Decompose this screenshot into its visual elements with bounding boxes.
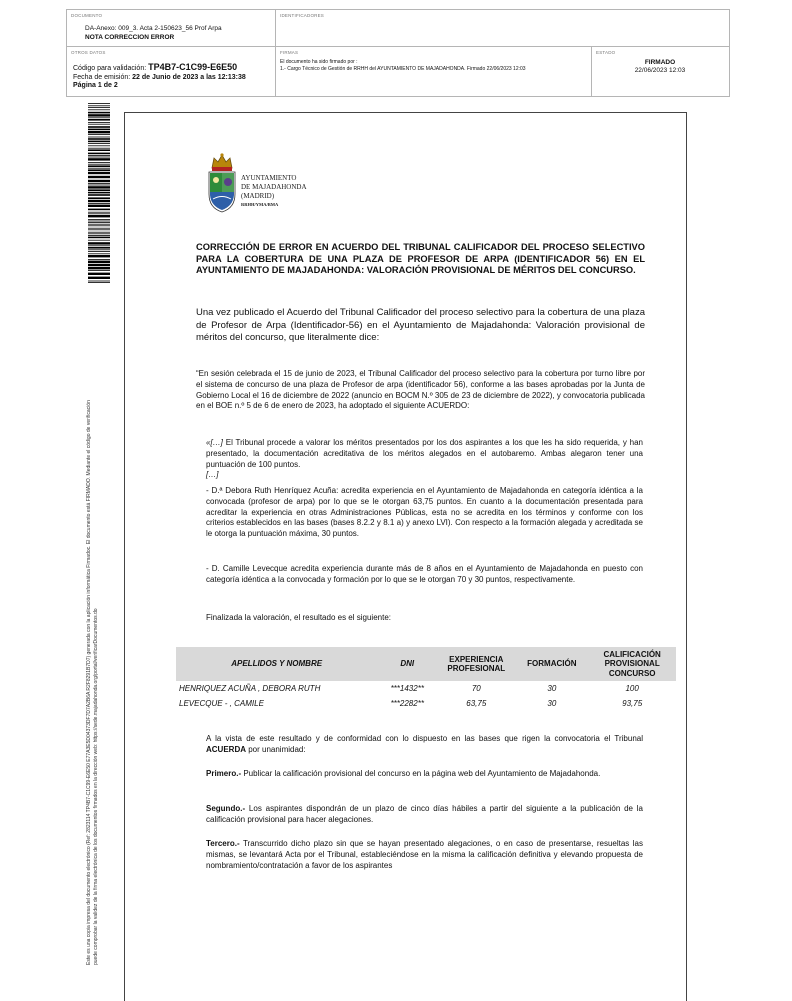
coat-of-arms-icon [206, 152, 238, 214]
closing-text-c: por unanimidad: [246, 744, 306, 754]
cell-experience: 63,75 [466, 699, 487, 708]
barcode-bar [88, 222, 110, 223]
barcode-bar [88, 233, 110, 234]
barcode-bar [88, 134, 110, 135]
barcode-bar [88, 145, 110, 146]
barcode-bar [88, 129, 110, 131]
logo-line2: DE MAJADAHONDA [241, 183, 307, 191]
intro-paragraph: Una vez publicado el Acuerdo del Tribunal Calificador del proceso selectivo para la cobertura de una plaza de Profesor de Arpa (Identificador-56) en el Ayuntamiento de Majadahonda: Valoración provisional de méritos del concurso, que literalmente dice: [196, 307, 645, 343]
barcode-bar [88, 122, 110, 123]
barcode-bar [88, 149, 110, 151]
document-title: CORRECCIÓN DE ERROR EN ACUERDO DEL TRIBUNAL CALIFICADOR DEL PROCESO SELECTIVO PARA LA COBERTURA DE UNA PLAZA DE PROFESOR DE ARPA (IDENTIFICADOR 56) EN EL AYUNTAMIENTO DE MAJADAHONDA: VALORACIÓN PROVISIONAL DE MÉRITOS DEL CONCURSO. [196, 242, 645, 275]
cell-training: 30 [547, 699, 557, 708]
results-table [176, 647, 676, 711]
table-header-row [176, 647, 676, 681]
barcode-bar [88, 165, 110, 167]
barcode-bar [88, 185, 110, 186]
cell-dni: ***2282** [390, 699, 424, 708]
quote-open-mark: «[…] [206, 438, 223, 447]
issue-date: 22 de Junio de 2023 a las 12:13:38 [132, 73, 246, 81]
cell-score: 100 [625, 684, 639, 693]
barcode-bar [88, 212, 110, 213]
tercero-label: Tercero.- [206, 839, 240, 848]
side-text-line1: Este es una copia impresa del documento electrónico (Ref: 2823114 TP4B7-C1C99-E6E50 E77A3E5D04373DF7D7A2B6A R2F8291B7D7) generada con la aplicación informática Firmadoc. El documento está FIRMADO. Mediante el código de verificación [86, 400, 92, 965]
ellipsis-mark: […] [206, 470, 219, 480]
barcode-bar [88, 105, 110, 106]
col-header-training: FORMACIÓN [515, 647, 588, 681]
barcode-bar [88, 112, 110, 114]
estado-text [592, 59, 728, 75]
municipality-name [241, 174, 307, 208]
barcode-bar [88, 203, 110, 204]
segundo-paragraph [206, 804, 643, 826]
barcode-bar [88, 232, 110, 233]
barcode-bar [88, 107, 110, 108]
body-paragraph-4: Finalizada la valoración, el resultado es el siguiente: [206, 613, 391, 622]
firmas-line2: 1.- Cargo Técnico de Gestión de RRHH del AYUNTAMIENTO DE MAJADAHONDA. Firmado 22/06/2023 12:03 [280, 66, 526, 72]
page-count: Página 1 de 2 [73, 82, 118, 89]
barcode-bar [88, 242, 110, 244]
segundo-label: Segundo.- [206, 804, 246, 813]
department-ref: RRHH/YMA/BMA [241, 202, 279, 207]
barcode-bar [88, 131, 110, 133]
barcode-bar [88, 247, 110, 249]
barcode-bar [88, 155, 110, 156]
barcode-bar [88, 209, 110, 211]
firmas-text [280, 59, 526, 73]
cell-name: LEVECQUE - , CAMILE [179, 699, 264, 708]
barcode-bar [88, 153, 110, 155]
col-header-score: CALIFICACIÓN PROVISIONAL CONCURSO [588, 647, 676, 681]
body-paragraph-2: - D.ª Debora Ruth Henríquez Acuña: acredita experiencia en el Ayuntamiento de Majadahonda en categoría idéntica a la convocada (profesor de arpa) por lo que se le otorgan 63,75 puntos. En cuanto a la documentación presentada para acreditar la experiencia en otras Administraciones Públicas, esta no se acredita en los términos y conforme con los criterios establecidos en las bases (bases 8.2.2 y 8.1 a) y anexo LVI). Con respecto a la formación alegada y acreditada se le otorga la puntuación máxima, 30 puntos. [206, 486, 643, 539]
barcode-bar [88, 164, 110, 165]
closing-text-a: A la vista de este resultado y de conformidad con lo dispuesto en las bases que rigen la convocatoria el Tribunal [206, 734, 643, 743]
barcode-bar [88, 148, 110, 149]
barcode-bar [88, 143, 110, 144]
barcode-bar [88, 261, 110, 263]
cell-dni: ***1432** [390, 684, 424, 693]
logo-line1: AYUNTAMIENTO [241, 174, 297, 182]
estado-date: 22/06/2023 12:03 [634, 67, 686, 74]
otros-datos [73, 63, 246, 91]
barcode-bar [88, 251, 110, 252]
barcode-bar [88, 235, 110, 236]
estado-value: FIRMADO [644, 59, 676, 66]
barcode-bar [88, 192, 110, 194]
barcode-bar [88, 219, 110, 220]
validation-code[interactable]: TP4B7-C1C99-E6E50 [148, 62, 238, 72]
firmas-label: FIRMAS [280, 50, 299, 55]
verification-side-text [86, 265, 100, 965]
firmas-line1: El documento ha sido firmado por : [280, 59, 358, 65]
barcode-bar [88, 253, 110, 254]
primero-paragraph [206, 769, 643, 780]
col-header-dni: DNI [377, 647, 437, 681]
identificadores-cell [276, 10, 729, 47]
barcode-bar [88, 172, 110, 174]
table-row [176, 681, 676, 696]
tercero-paragraph [206, 839, 643, 871]
primero-text: Publicar la calificación provisional del concurso en la página web del Ayuntamiento de Majadahonda. [241, 769, 601, 778]
closing-acuerda: ACUERDA [206, 744, 246, 754]
barcode-image [88, 103, 110, 283]
table-row [176, 696, 676, 711]
barcode-bar [88, 176, 110, 178]
documento-cell [67, 10, 276, 47]
barcode-bar [88, 259, 110, 260]
col-header-experience: EXPERIENCIA PROFESIONAL [437, 647, 515, 681]
cell-score: 93,75 [622, 699, 643, 708]
barcode-bar [88, 229, 110, 230]
barcode-bar [88, 221, 110, 222]
estado-label: ESTADO [596, 50, 616, 55]
barcode-bar [88, 138, 110, 140]
barcode-bar [88, 197, 110, 199]
barcode-bar [88, 249, 110, 250]
barcode-bar [88, 126, 110, 128]
closing-paragraph [206, 734, 643, 756]
barcode-bar [88, 213, 110, 214]
cell-experience: 70 [471, 684, 481, 693]
body-paragraph-3: - D. Camille Levecque acredita experiencia durante más de 8 años en el Ayuntamiento de Majadahonda en puesto con categoría idéntica a la convocada y formación por lo que se le otorgan 70 y 30 puntos, respectivamente. [206, 564, 643, 584]
codigo-prefix: Código para validación: [73, 65, 149, 72]
barcode-bar [88, 224, 110, 225]
logo-line3: (MADRID) [241, 192, 275, 200]
barcode-bar [88, 157, 110, 158]
barcode-bar [88, 137, 110, 138]
barcode-bar [88, 117, 110, 118]
otros-label: OTROS DATOS [71, 50, 106, 55]
quote-paragraph: “En sesión celebrada el 15 de junio de 2023, el Tribunal Calificador del proceso selectivo para la cobertura por turno libre por el sistema de concurso de una plaza de Profesor de arpa (identificador 56), conforme a las bases aprobadas por la Junta de Gobierno Local el 16 de diciembre de 2022 (anuncio en BOCM N.º 305 de 23 de diciembre de 2022), y convocatoria publicada en el BOE n.º 5 de 6 de enero de 2023, ha adoptado el siguiente ACUERDO: [196, 369, 645, 411]
col-header-name: APELLIDOS Y NOMBRE [176, 647, 377, 681]
barcode-bar [88, 168, 110, 169]
identificadores-label: IDENTIFICADORES [280, 13, 325, 18]
barcode-bar [88, 183, 110, 184]
body-p1-text: El Tribunal procede a valorar los méritos presentados por los dos aspirantes a los que les ha sido requerida, y han presentado, la documentación acreditativa de los méritos alegados en el autobaremo. Ambas alegaron tener una puntuación de 100 puntos. [206, 438, 643, 469]
primero-label: Primero.- [206, 769, 242, 778]
barcode-bar [88, 158, 110, 160]
barcode-bar [88, 194, 110, 196]
body-paragraph-1 [206, 438, 643, 481]
barcode-bar [88, 237, 110, 239]
barcode-bar [88, 114, 110, 116]
barcode-bar [88, 180, 110, 182]
barcode-bar [88, 200, 110, 202]
barcode-bar [88, 109, 110, 110]
barcode-bar [88, 240, 110, 241]
cell-name: HENRIQUEZ ACUÑA , DEBORA RUTH [179, 684, 321, 693]
documento-line1: DA-Anexo: 009_3. Acta 2-150623_56 Prof Arpa [85, 25, 222, 32]
barcode-bar [88, 162, 110, 163]
cell-training: 30 [547, 684, 557, 693]
documento-text [85, 25, 222, 42]
side-text-line2: puede comprobar la validez de la firma electrónica de los documentos firmados en la dirección web: https://sede.majadahonda.org/portal/verificarDocumentos.do [93, 608, 99, 965]
barcode-bar [88, 103, 110, 104]
barcode-bar [88, 255, 110, 257]
barcode-bar [88, 186, 110, 188]
barcode-bar [88, 119, 110, 121]
barcode-bar [88, 215, 110, 217]
barcode-bar [88, 124, 110, 125]
barcode-bar [88, 189, 110, 191]
documento-line2: NOTA CORRECCION ERROR [85, 33, 175, 41]
documento-label: DOCUMENTO [71, 13, 103, 18]
barcode-bar [88, 141, 110, 143]
barcode-bar [88, 245, 110, 246]
fecha-prefix: Fecha de emisión: [73, 73, 133, 81]
barcode-bar [88, 228, 110, 229]
barcode-bar [88, 225, 110, 226]
barcode-bar [88, 169, 110, 171]
segundo-text: Los aspirantes dispondrán de un plazo de cinco días hábiles a partir del siguiente a la publicación de la calificación provisional para hacer alegaciones. [206, 804, 643, 824]
barcode-bar [88, 205, 110, 207]
document-header [66, 9, 730, 97]
tercero-text: Transcurrido dicho plazo sin que se hayan presentado alegaciones, o en caso de presentarse, resueltas las mismas, se levantará Acta por el Tribunal, estableciéndose en la misma la calificación definitiva y elevando propuesta de nombramiento/contratación a favor de los aspirantes [206, 839, 643, 870]
